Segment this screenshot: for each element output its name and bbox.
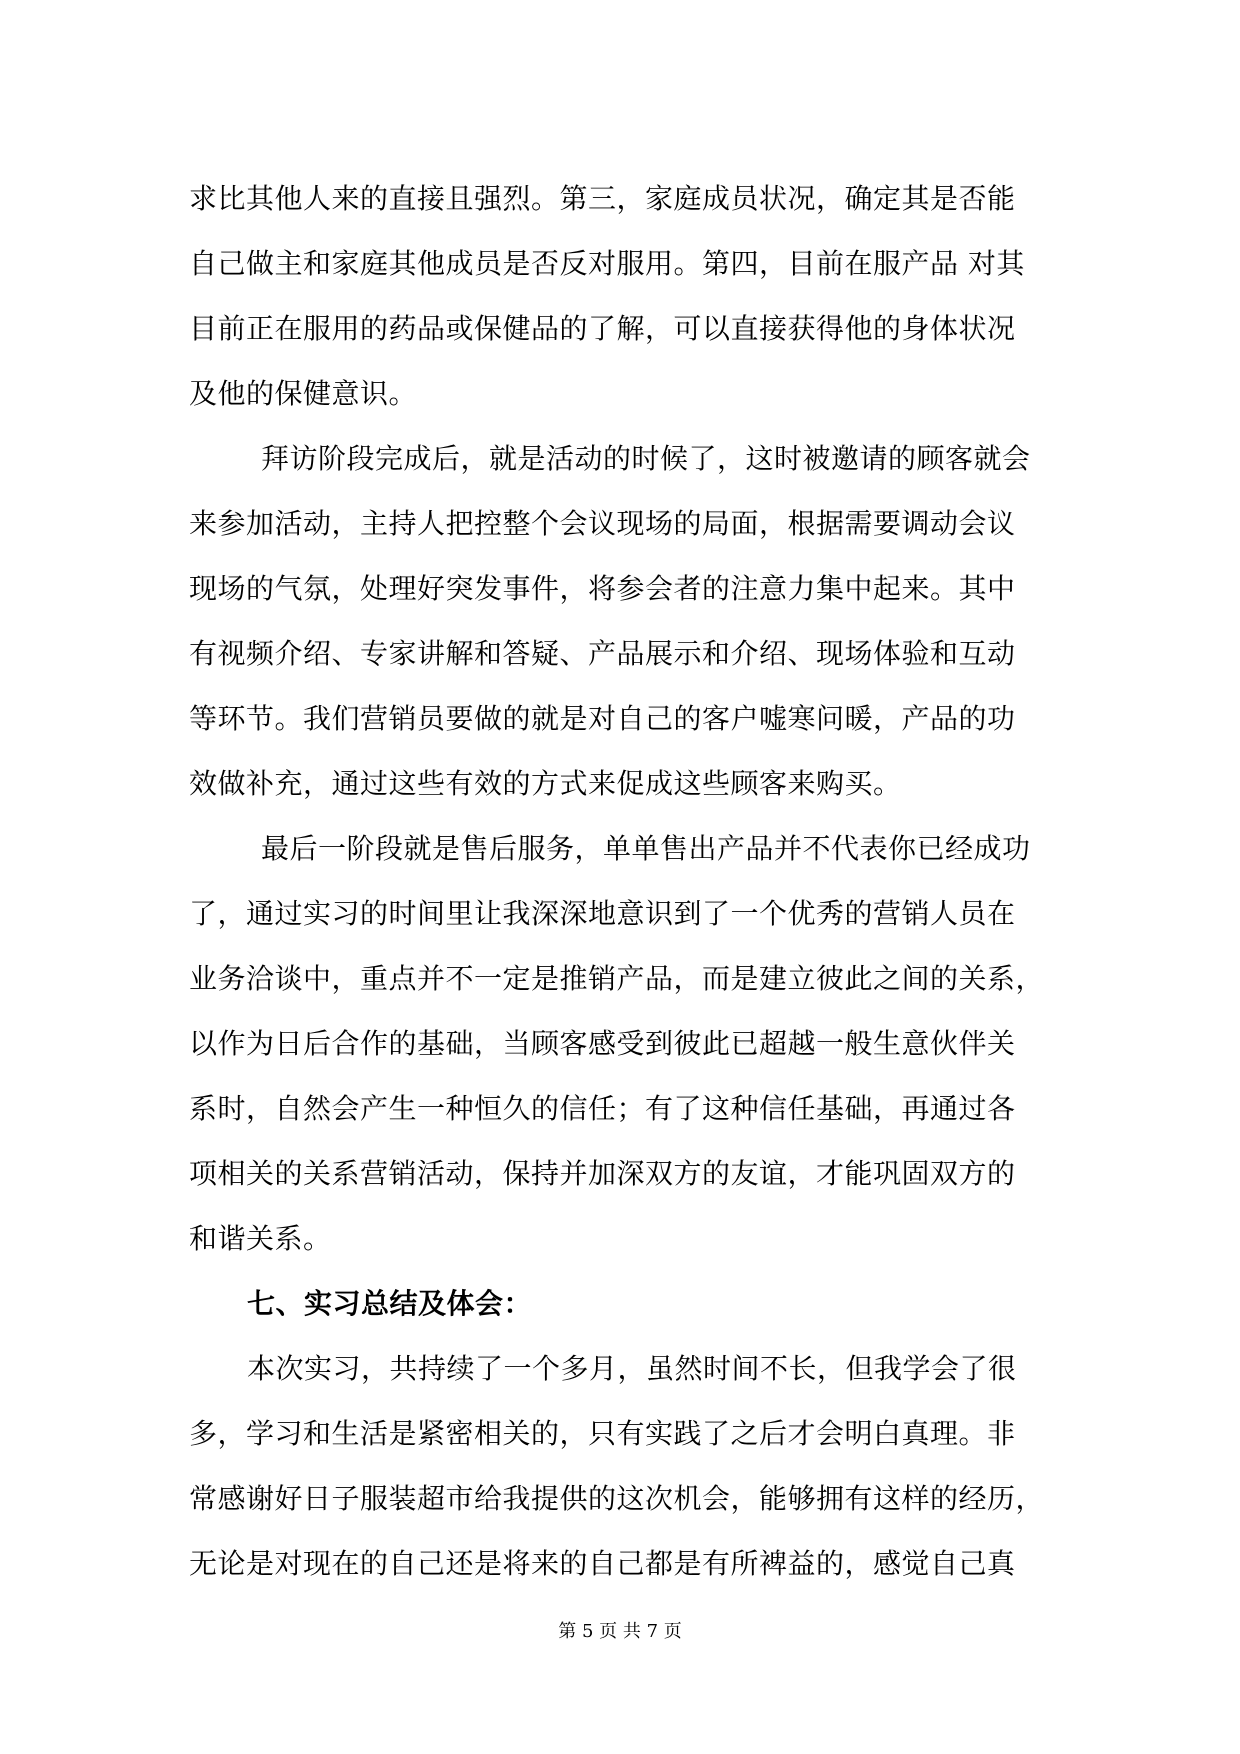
paragraph-line: 项相关的关系营销活动，保持并加深双方的友谊，才能巩固双方的 xyxy=(189,1157,1016,1190)
paragraph-line: 目前正在服用的药品或保健品的了解，可以直接获得他的身体状况 xyxy=(189,312,1016,345)
paragraph-line: 自己做主和家庭其他成员是否反对服用。第四，目前在服产品 对其 xyxy=(189,247,1025,280)
paragraph-line: 等环节。我们营销员要做的就是对自己的客户嘘寒问暖，产品的功 xyxy=(189,702,1016,735)
paragraph-line: 有视频介绍、专家讲解和答疑、产品展示和介绍、现场体验和互动 xyxy=(189,637,1016,670)
paragraph-line: 来参加活动，主持人把控整个会议现场的局面，根据需要调动会议 xyxy=(189,507,1016,540)
paragraph-line: 常感谢好日子服装超市给我提供的这次机会，能够拥有这样的经历， xyxy=(189,1482,1045,1515)
paragraph-first-line: 最后一阶段就是售后服务，单单售出产品并不代表你已经成功 xyxy=(261,832,1031,865)
paragraph-line: 业务洽谈中，重点并不一定是推销产品，而是建立彼此之间的关系， xyxy=(189,962,1045,995)
paragraph-line: 及他的保健意识。 xyxy=(189,377,418,410)
document-body xyxy=(189,166,1089,1596)
paragraph-line: 以作为日后合作的基础，当顾客感受到彼此已超越一般生意伙伴关 xyxy=(189,1027,1016,1060)
paragraph-first-line: 拜访阶段完成后，就是活动的时候了，这时被邀请的顾客就会 xyxy=(261,442,1031,475)
paragraph-line: 无论是对现在的自己还是将来的自己都是有所裨益的，感觉自己真 xyxy=(189,1547,1016,1580)
paragraph-line: 现场的气氛，处理好突发事件，将参会者的注意力集中起来。其中 xyxy=(189,572,1016,605)
paragraph-line: 和谐关系。 xyxy=(189,1222,332,1255)
page-number-footer: 第 5 页 共 7 页 xyxy=(558,1621,682,1642)
paragraph-line: 效做补充，通过这些有效的方式来促成这些顾客来购买。 xyxy=(189,767,902,800)
section-heading: 七、实习总结及体会： xyxy=(247,1287,533,1320)
paragraph-first-line: 本次实习，共持续了一个多月，虽然时间不长，但我学会了很 xyxy=(247,1352,1017,1385)
paragraph-line: 求比其他人来的直接且强烈。第三，家庭成员状况，确定其是否能 xyxy=(189,182,1016,215)
paragraph-line: 系时，自然会产生一种恒久的信任；有了这种信任基础，再通过各 xyxy=(189,1092,1016,1125)
paragraph-line: 多，学习和生活是紧密相关的，只有实践了之后才会明白真理。非 xyxy=(189,1417,1016,1450)
paragraph-line: 了，通过实习的时间里让我深深地意识到了一个优秀的营销人员在 xyxy=(189,897,1016,930)
